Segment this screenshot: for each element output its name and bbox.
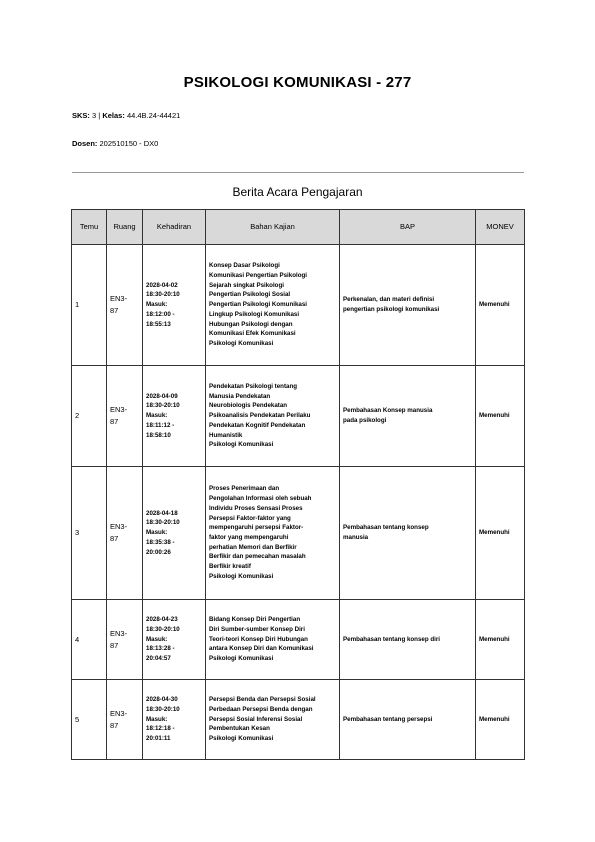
sks-value: 3 (92, 111, 97, 120)
bahan-kajian-cell: Konsep Dasar Psikologi Komunikasi Pengertian Psikologi Sejarah singkat Psikologi Pengertian Psikologi Sosial Pengertian Psikologi Komunikasi Lingkup Psikologi Komunikasi Hubungan Psikologi dengan Komunikasi Efek Komunikasi Psikologi Komunikasi (206, 245, 340, 366)
course-title: PSIKOLOGI KOMUNIKASI - 277 (183, 74, 412, 91)
monev-cell: Memenuhi (476, 245, 525, 366)
bap-cell: Pembahasan tentang konsep diri (340, 600, 476, 680)
temu-cell: 2 (72, 366, 107, 467)
kelas-value: 44.4B.24-44421 (126, 111, 181, 120)
ruang-cell: EN3- 87 (107, 245, 143, 366)
kehadiran-cell: 2028-04-30 18:30-20:10 Masuk: 18:12:18 - 20:01:11 (143, 680, 206, 760)
bap-cell: Pembahasan tentang konsep manusia (340, 467, 476, 600)
lecturer-line (72, 139, 158, 148)
header-monev: MONEV (476, 210, 525, 245)
table-row (72, 680, 525, 760)
header-temu: Temu (72, 210, 107, 245)
kelas-label: Kelas: (102, 111, 125, 120)
temu-cell: 1 (72, 245, 107, 366)
kehadiran-cell: 2028-04-23 18:30-20:10 Masuk: 18:13:28 - 20:04:57 (143, 600, 206, 680)
ruang-cell: EN3- 87 (107, 366, 143, 467)
section-title: Berita Acara Pengajaran (232, 185, 363, 199)
dosen-label: Dosen: (72, 139, 98, 148)
kehadiran-cell: 2028-04-02 18:30-20:10 Masuk: 18:12:00 - 18:55:13 (143, 245, 206, 366)
teaching-report-table (71, 209, 525, 760)
table-row (72, 467, 525, 600)
table-header-row (72, 210, 525, 245)
table-row (72, 366, 525, 467)
ruang-cell: EN3- 87 (107, 600, 143, 680)
temu-cell: 4 (72, 600, 107, 680)
monev-cell: Memenuhi (476, 366, 525, 467)
divider (72, 172, 524, 173)
temu-cell: 3 (72, 467, 107, 600)
kehadiran-cell: 2028-04-18 18:30-20:10 Masuk: 18:35:38 - 20:00:26 (143, 467, 206, 600)
bahan-kajian-cell: Bidang Konsep Diri Pengertian Diri Sumber-sumber Konsep Diri Teori-teori Konsep Diri Hubungan antara Konsep Diri dan Komunikasi Psikologi Komunikasi (206, 600, 340, 680)
table-row (72, 600, 525, 680)
bahan-kajian-cell: Proses Penerimaan dan Pengolahan Informasi oleh sebuah Individu Proses Sensasi Proses Persepsi Faktor-faktor yang mempengaruhi persepsi Faktor- faktor yang mempengaruhi perhatian Memori dan Berfikir Berfikir dan pemecahan masalah Berfikir kreatif Psikologi Komunikasi (206, 467, 340, 600)
monev-cell: Memenuhi (476, 600, 525, 680)
header-ruang: Ruang (107, 210, 143, 245)
header-bap: BAP (340, 210, 476, 245)
dosen-value: 202510150 - DX0 (99, 139, 159, 148)
monev-cell: Memenuhi (476, 467, 525, 600)
bahan-kajian-cell: Persepsi Benda dan Persepsi Sosial Perbedaan Persepsi Benda dengan Persepsi Sosial Inferensi Sosial Pembentukan Kesan Psikologi Komunikasi (206, 680, 340, 760)
bap-cell: Perkenalan, dan materi definisi pengertian psikologi komunikasi (340, 245, 476, 366)
ruang-cell: EN3- 87 (107, 467, 143, 600)
sks-label: SKS: (72, 111, 90, 120)
course-meta-line: SKS: 3 | Kelas: 44.4B.24-44421 (72, 111, 181, 120)
bahan-kajian-cell: Pendekatan Psikologi tentang Manusia Pendekatan Neurobiologis Pendekatan Psikoanalisis Pendekatan Perilaku Pendekatan Kognitif Pendekatan Humanistik Psikologi Komunikasi (206, 366, 340, 467)
kehadiran-cell: 2028-04-09 18:30-20:10 Masuk: 18:11:12 - 18:58:10 (143, 366, 206, 467)
table-row (72, 245, 525, 366)
bap-cell: Pembahasan tentang persepsi (340, 680, 476, 760)
header-bahan-kajian: Bahan Kajian (206, 210, 340, 245)
temu-cell: 5 (72, 680, 107, 760)
ruang-cell: EN3- 87 (107, 680, 143, 760)
monev-cell: Memenuhi (476, 680, 525, 760)
header-kehadiran: Kehadiran (143, 210, 206, 245)
bap-cell: Pembahasan Konsep manusia pada psikologi (340, 366, 476, 467)
